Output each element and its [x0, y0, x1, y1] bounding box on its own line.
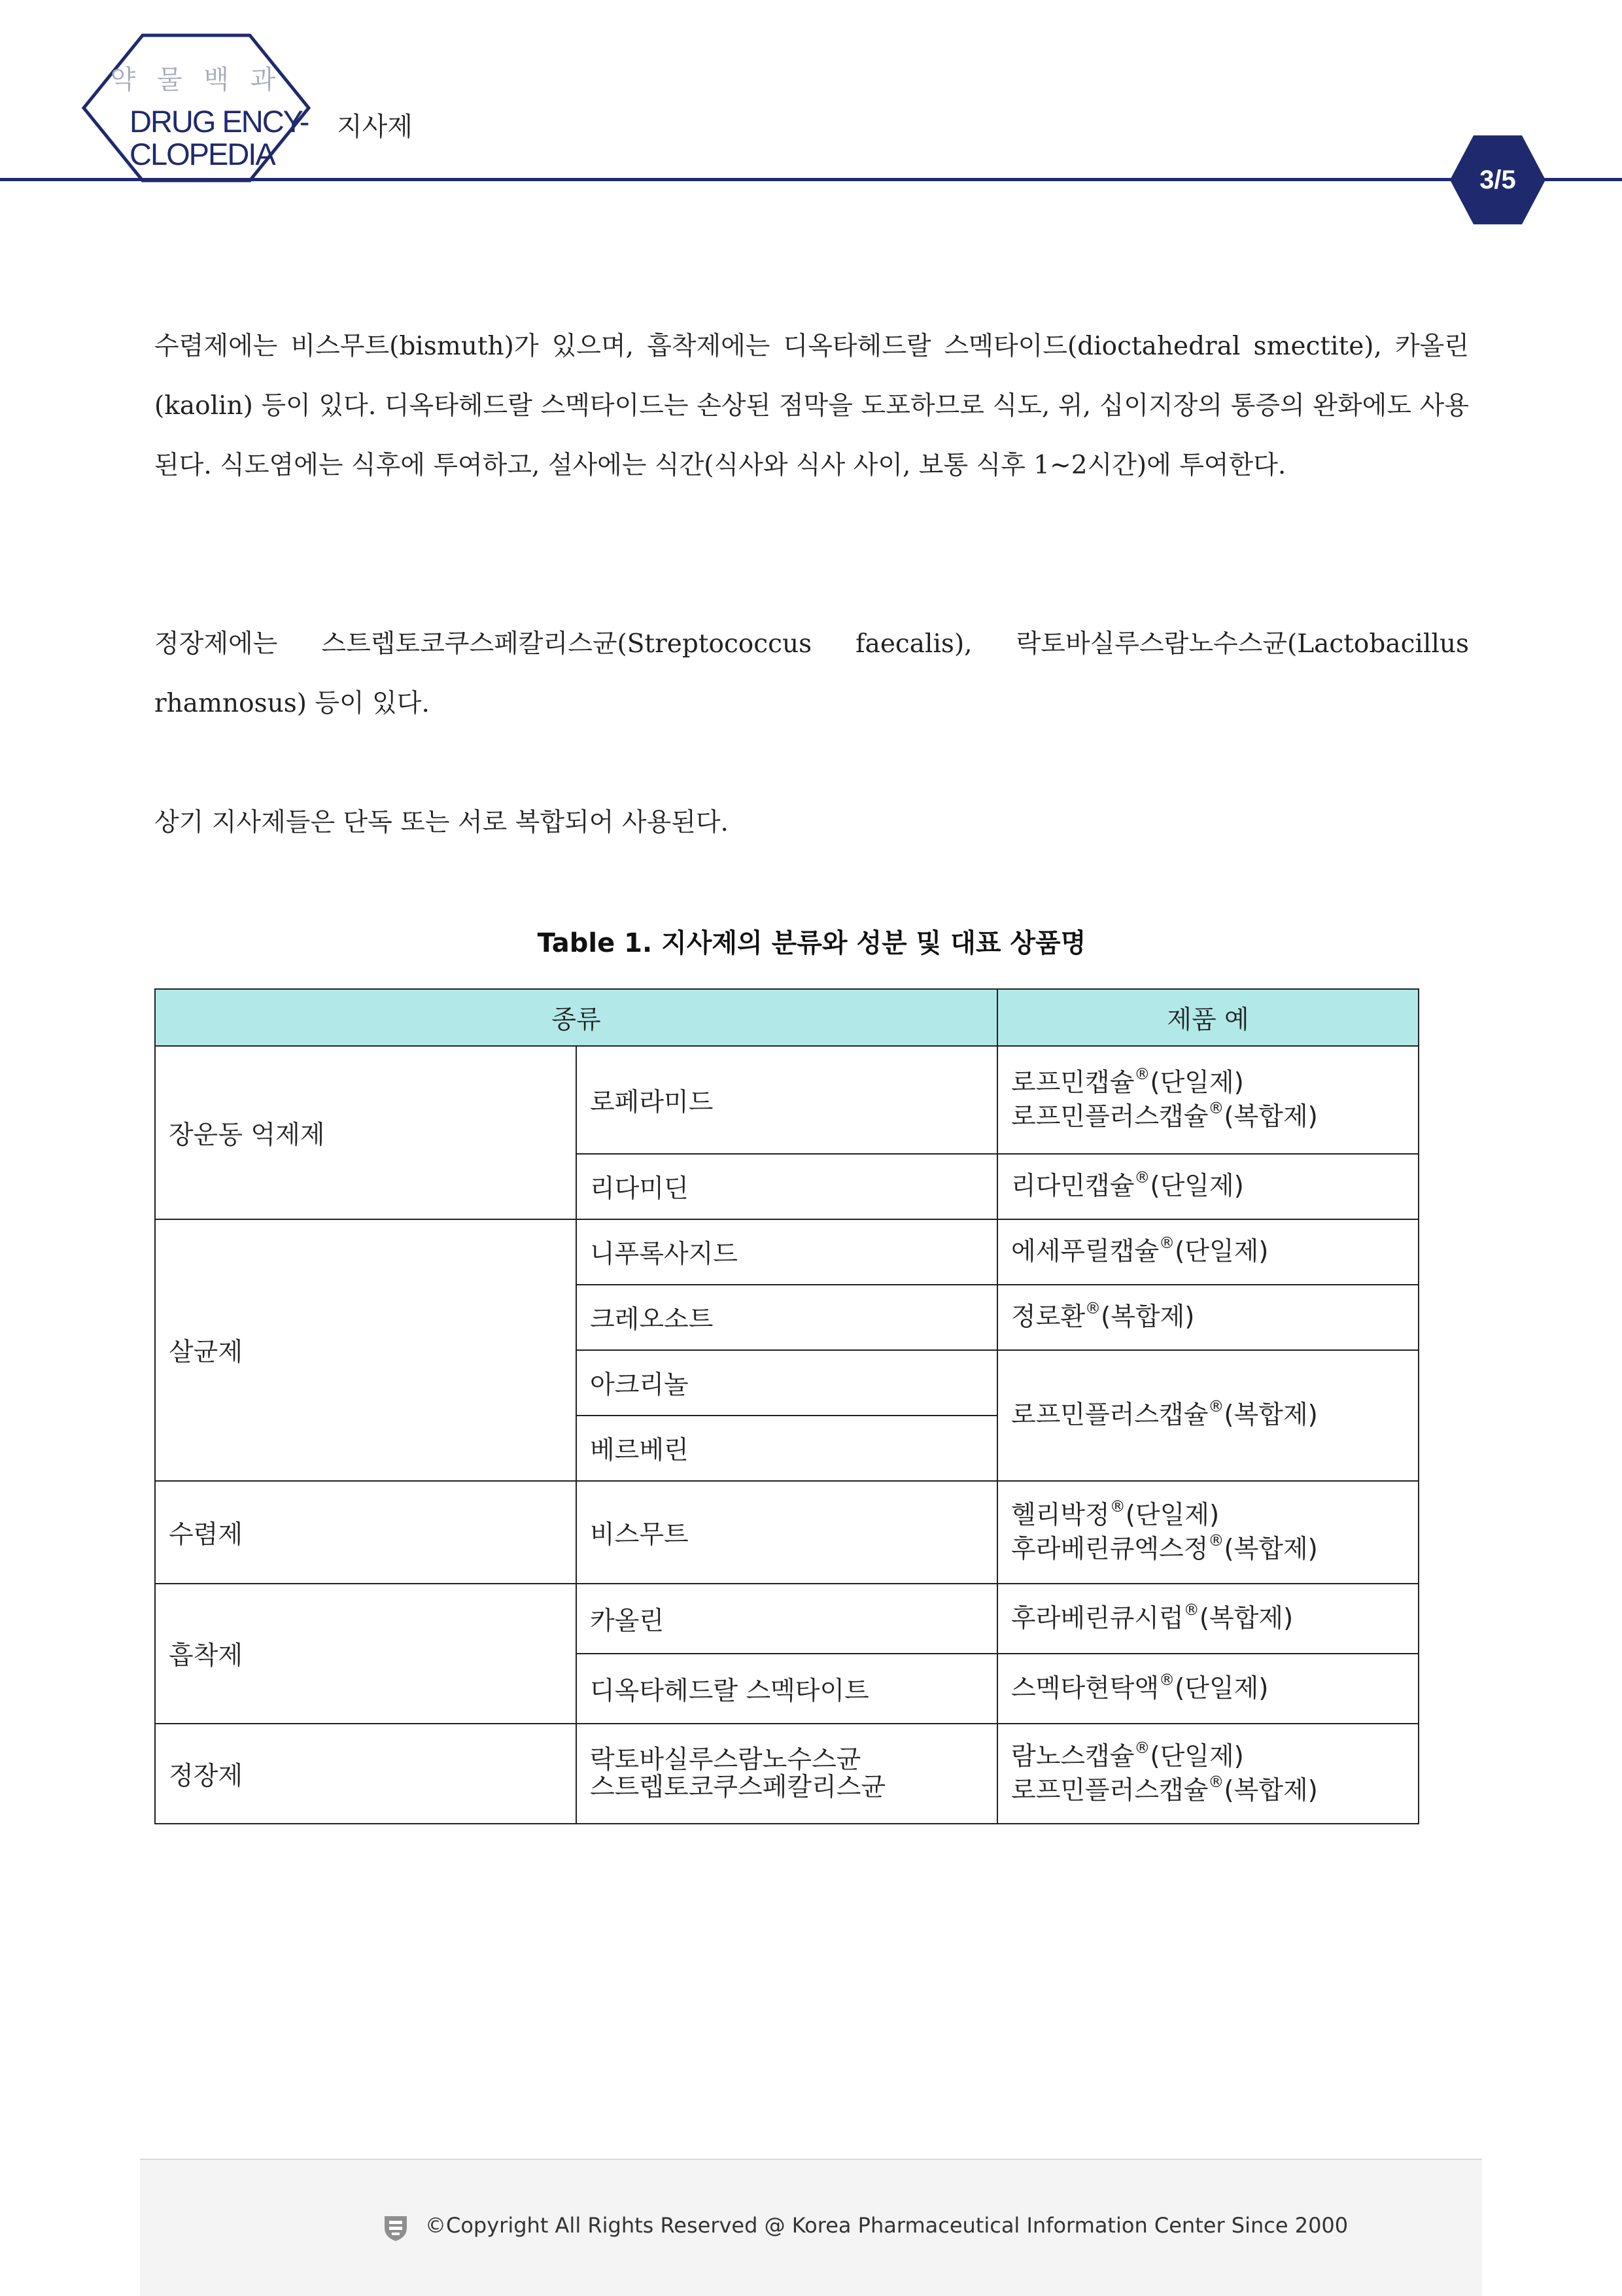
header-products: 제품 예: [997, 989, 1419, 1046]
product-name: 로프민플러스캡슐: [1011, 1400, 1209, 1430]
category-cell: 정장제: [155, 1724, 576, 1824]
product-cell: [997, 1724, 1419, 1824]
product-cell: [997, 1350, 1419, 1481]
category-cell: 장운동 억제제: [155, 1046, 576, 1219]
ingredient-cell: 베르베린: [576, 1416, 997, 1481]
product-type: (복합제): [1224, 1534, 1318, 1564]
product-type: (단일제): [1175, 1237, 1269, 1266]
header-divider: [0, 178, 1622, 181]
table-header-row: [155, 989, 1419, 1046]
paragraph-astringent-adsorbent: 수렴제에는 비스무트(bismuth)가 있으며, 흡착제에는 디옥타헤드랄 스멕타이드(dioctahedral smectite), 카올린(kaolin) 등이 있다. 디옥타헤드랄 스멕타이드는 손상된 점막을 도포하므로 식도, 위, 십이지장의 통증의 완화에도 사용된다. 식도염에는 식후에 투여하고, 설사에는 식간(식사와 식사 사이, 보통 식후 1~2시간)에 투여한다.: [154, 332, 1469, 480]
ingredient-streptococcus: 스트렙토코쿠스페칼리스균: [590, 1772, 886, 1802]
product-name: 리다민캡슐: [1011, 1172, 1135, 1201]
ingredient-cell: 카올린: [576, 1584, 997, 1654]
shield-emblem-icon: [383, 2214, 409, 2242]
product-type: (단일제): [1150, 1172, 1244, 1201]
product-name: 정로환: [1011, 1302, 1086, 1332]
product-type: (단일제): [1125, 1500, 1220, 1530]
product-type: (복합제): [1224, 1102, 1318, 1132]
product-cell: [997, 1046, 1419, 1154]
logo-english-line-2: CLOPEDIA: [129, 137, 275, 171]
registered-mark: ®: [1109, 1497, 1126, 1516]
table-row: [155, 1219, 1419, 1285]
registered-mark: ®: [1134, 1738, 1150, 1757]
product-type: (단일제): [1150, 1068, 1244, 1098]
product-type: (단일제): [1150, 1741, 1244, 1771]
product-type: (복합제): [1224, 1400, 1318, 1430]
logo-english-line-1: DRUG ENCY-: [129, 104, 309, 139]
paragraph-probiotic: 정장제에는 스트렙토코쿠스페칼리스균(Streptococcus faecalis), 락토바실루스람노수스균(Lactobacillus rhamnosus) 등이 있다.: [154, 629, 1469, 718]
document-title: 지사제: [337, 112, 413, 142]
registered-mark: ®: [1208, 1531, 1224, 1550]
ingredient-cell: 크레오소트: [576, 1285, 997, 1350]
table-row: [155, 1584, 1419, 1654]
registered-mark: ®: [1208, 1098, 1224, 1117]
product-cell: [997, 1654, 1419, 1724]
ingredient-cell: 디옥타헤드랄 스멕타이트: [576, 1654, 997, 1724]
page-number: 3/5: [1479, 165, 1516, 194]
logo: [78, 33, 314, 183]
product-type: (단일제): [1175, 1673, 1269, 1703]
product-name: 로프민플러스캡슐: [1011, 1102, 1209, 1132]
ingredient-lactobacillus: 락토바실루스람노수스균: [590, 1745, 861, 1775]
registered-mark: ®: [1134, 1168, 1150, 1187]
registered-mark: ®: [1183, 1600, 1199, 1619]
category-cell: 수렴제: [155, 1481, 576, 1584]
table-row: [155, 1046, 1419, 1154]
ingredient-cell: 니푸록사지드: [576, 1219, 997, 1285]
product-name: 람노스캡슐: [1011, 1741, 1135, 1771]
ingredient-cell: 로페라미드: [576, 1046, 997, 1154]
product-name: 에세푸릴캡슐: [1011, 1237, 1160, 1266]
product-cell: [997, 1219, 1419, 1285]
ingredient-cell: 리다미딘: [576, 1154, 997, 1219]
registered-mark: ®: [1159, 1670, 1175, 1689]
product-name: 후라베린큐엑스정: [1011, 1534, 1209, 1564]
product-type: (복합제): [1101, 1302, 1195, 1332]
product-cell: [997, 1584, 1419, 1654]
product-name: 후라베린큐시럽: [1011, 1603, 1184, 1633]
product-name: 로프민캡슐: [1011, 1068, 1135, 1098]
header-type: 종류: [155, 989, 997, 1046]
product-name: 로프민플러스캡슐: [1011, 1775, 1209, 1805]
registered-mark: ®: [1134, 1064, 1150, 1083]
table-caption: Table 1. 지사제의 분류와 성분 및 대표 상품명: [537, 928, 1086, 958]
product-cell: [997, 1154, 1419, 1219]
registered-mark: ®: [1159, 1234, 1175, 1252]
logo-korean-text: 약 물 백 과: [110, 65, 283, 95]
product-type: (복합제): [1199, 1603, 1294, 1633]
registered-mark: ®: [1085, 1299, 1101, 1317]
paragraph-combination: 상기 지사제들은 단독 또는 서로 복합되어 사용된다.: [154, 808, 729, 837]
category-cell: 살균제: [155, 1219, 576, 1481]
registered-mark: ®: [1208, 1772, 1224, 1791]
table-row: [155, 1724, 1419, 1824]
table-row: [155, 1481, 1419, 1584]
product-name: 헬리박정: [1011, 1500, 1110, 1530]
ingredient-cell: 아크리놀: [576, 1350, 997, 1416]
copyright-text: ©Copyright All Rights Reserved @ Korea Pharmaceutical Information Center Since 2000: [425, 2213, 1349, 2238]
ingredient-cell: 비스무트: [576, 1481, 997, 1584]
page-number-badge: [1449, 134, 1547, 226]
product-cell: [997, 1285, 1419, 1350]
product-name: 스멕타현탁액: [1011, 1673, 1160, 1703]
registered-mark: ®: [1208, 1397, 1224, 1416]
ingredient-cell: [576, 1724, 997, 1824]
product-cell: [997, 1481, 1419, 1584]
product-type: (복합제): [1224, 1775, 1318, 1805]
category-cell: 흡착제: [155, 1584, 576, 1724]
antidiarrheal-table: [154, 988, 1419, 1824]
